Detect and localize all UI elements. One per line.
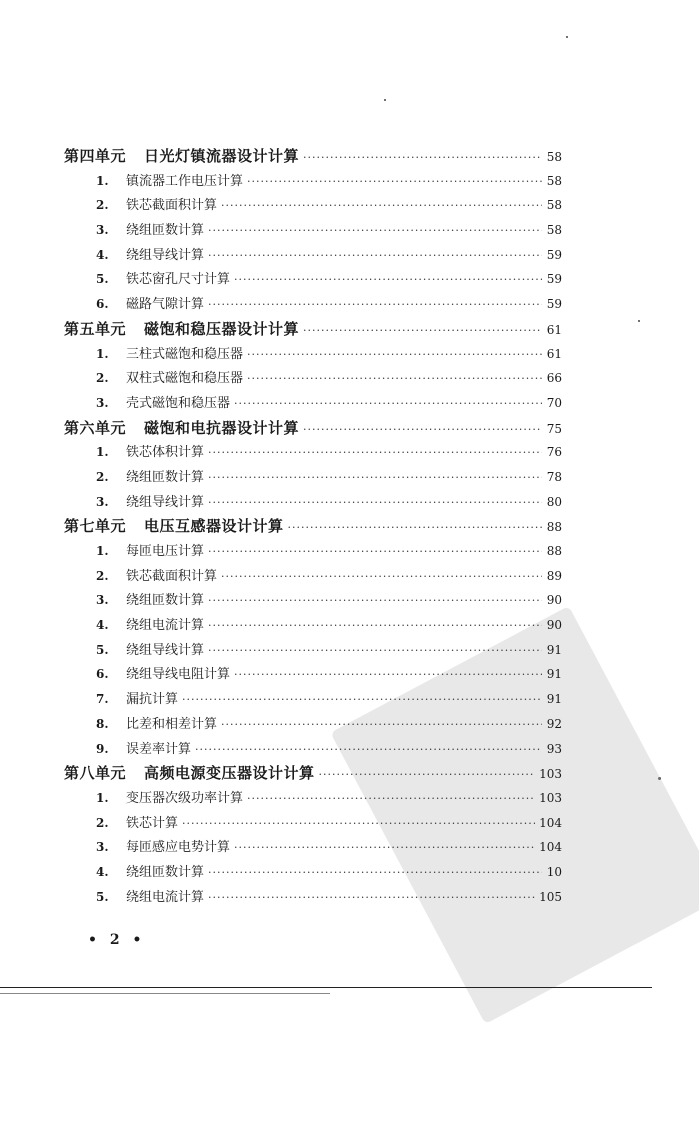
page-reference: 70 xyxy=(546,395,562,410)
page-reference: 89 xyxy=(546,568,562,583)
page-reference: 88 xyxy=(546,520,562,535)
dot-leader xyxy=(208,293,542,318)
dot-leader xyxy=(208,466,542,491)
item-number: 5. xyxy=(96,272,109,287)
item-title: 绕组导线电阻计算 xyxy=(126,667,231,683)
toc-item-row xyxy=(64,292,562,317)
unit-title: 磁饱和电抗器设计计算 xyxy=(144,418,300,437)
dot-leader xyxy=(234,268,542,293)
toc-item-row xyxy=(64,835,562,860)
dot-leader xyxy=(247,170,542,195)
page-reference: 61 xyxy=(546,322,562,337)
page-reference: 75 xyxy=(546,421,562,436)
dot-leader xyxy=(303,418,542,443)
item-number: 3. xyxy=(96,395,109,410)
item-title: 绕组导线计算 xyxy=(126,642,205,658)
dot-leader xyxy=(288,516,542,541)
dot-leader xyxy=(208,441,542,466)
page-reference: 104 xyxy=(539,840,562,855)
item-title: 误差率计算 xyxy=(126,741,192,757)
dot-leader xyxy=(234,392,542,417)
page-reference: 92 xyxy=(546,716,562,731)
page-number: • 2 • xyxy=(88,932,146,948)
dot-leader xyxy=(208,886,535,911)
item-number: 2. xyxy=(96,568,109,583)
item-title: 铁芯截面积计算 xyxy=(126,198,218,214)
dot-leader xyxy=(247,787,535,812)
page-reference: 76 xyxy=(546,445,562,460)
item-number: 6. xyxy=(96,297,109,312)
toc-unit-row xyxy=(64,761,562,786)
toc-item-row xyxy=(64,885,562,910)
toc-item-row xyxy=(64,786,562,811)
toc-item-row xyxy=(64,860,562,885)
page-reference: 93 xyxy=(546,741,562,756)
unit-title: 磁饱和稳压器设计计算 xyxy=(144,319,300,338)
page-reference: 88 xyxy=(546,544,562,558)
item-number: 4. xyxy=(96,864,109,879)
dot-leader xyxy=(319,763,536,788)
unit-number: 第六单元 xyxy=(64,418,127,437)
page-reference: 66 xyxy=(546,371,562,386)
toc-item-row xyxy=(64,440,562,465)
dot-leader xyxy=(208,540,542,565)
item-title: 变压器次级功率计算 xyxy=(126,790,244,806)
page-reference: 91 xyxy=(546,692,562,707)
toc-item-row xyxy=(64,712,562,737)
item-title: 漏抗计算 xyxy=(126,692,179,708)
toc-item-row xyxy=(64,687,562,712)
dot-leader xyxy=(303,319,542,344)
toc-unit-row xyxy=(64,514,562,539)
item-number: 1. xyxy=(96,544,109,558)
page-reference: 58 xyxy=(546,198,562,213)
item-title: 双柱式磁饱和稳压器 xyxy=(126,371,244,387)
toc-item-row xyxy=(64,193,562,218)
dot-leader xyxy=(234,836,535,861)
table-of-contents xyxy=(64,144,562,909)
page-reference: 103 xyxy=(539,790,562,805)
item-number: 1. xyxy=(96,790,109,805)
item-title: 绕组导线计算 xyxy=(126,247,205,263)
toc-item-row xyxy=(64,391,562,416)
dot-leader xyxy=(303,146,542,171)
page-reference: 78 xyxy=(546,469,562,484)
page-reference: 10 xyxy=(546,864,562,879)
toc-item-row xyxy=(64,267,562,292)
unit-number: 第四单元 xyxy=(64,147,127,165)
item-number: 6. xyxy=(96,667,109,682)
toc-item-row xyxy=(64,588,562,613)
dot-leader xyxy=(208,491,542,516)
item-number: 8. xyxy=(96,716,109,731)
page-reference: 61 xyxy=(546,346,562,361)
toc-unit-row xyxy=(64,416,562,441)
item-title: 三柱式磁饱和稳压器 xyxy=(126,346,244,362)
toc-unit-row xyxy=(64,144,562,169)
item-title: 铁芯体积计算 xyxy=(126,445,205,461)
item-title: 绕组匝数计算 xyxy=(126,223,205,239)
item-number: 4. xyxy=(96,618,109,633)
unit-title: 电压互感器设计计算 xyxy=(144,517,284,536)
dot-leader xyxy=(221,713,542,738)
bottom-rule xyxy=(0,987,652,988)
dot-leader xyxy=(182,812,535,837)
item-title: 每匝电压计算 xyxy=(126,544,205,559)
item-number: 9. xyxy=(96,741,109,756)
page-reference: 105 xyxy=(539,889,562,904)
item-title: 镇流器工作电压计算 xyxy=(126,173,244,189)
item-title: 绕组电流计算 xyxy=(126,618,205,634)
item-number: 2. xyxy=(96,371,109,386)
item-title: 每匝感应电势计算 xyxy=(126,840,231,856)
page-reference: 90 xyxy=(546,618,562,633)
toc-item-row xyxy=(64,662,562,687)
toc-item-row xyxy=(64,465,562,490)
dot-leader xyxy=(208,639,542,664)
page-reference: 58 xyxy=(546,150,562,164)
item-number: 4. xyxy=(96,247,109,262)
item-title: 绕组匝数计算 xyxy=(126,469,205,485)
toc-item-row xyxy=(64,169,562,194)
dot-leader xyxy=(221,565,542,590)
toc-item-row xyxy=(64,737,562,762)
page-reference: 90 xyxy=(546,593,562,608)
item-number: 2. xyxy=(96,469,109,484)
unit-title: 日光灯镇流器设计计算 xyxy=(144,147,300,165)
dot-leader xyxy=(208,219,542,244)
item-title: 绕组匝数计算 xyxy=(126,864,205,880)
toc-item-row xyxy=(64,564,562,589)
item-title: 绕组导线计算 xyxy=(126,494,205,510)
item-number: 3. xyxy=(96,593,109,608)
toc-item-row xyxy=(64,218,562,243)
item-title: 绕组匝数计算 xyxy=(126,593,205,609)
toc-unit-row xyxy=(64,317,562,342)
dot-leader xyxy=(195,738,542,763)
page-reference: 58 xyxy=(546,223,562,238)
item-number: 1. xyxy=(96,346,109,361)
page-reference: 58 xyxy=(546,173,562,188)
toc-item-row xyxy=(64,366,562,391)
toc-item-row xyxy=(64,490,562,515)
dot-leader xyxy=(247,343,542,368)
page-reference: 103 xyxy=(539,767,562,782)
dot-leader xyxy=(208,861,542,886)
page-reference: 104 xyxy=(539,815,562,830)
dot-leader xyxy=(182,688,542,713)
item-title: 磁路气隙计算 xyxy=(126,297,205,313)
item-title: 铁芯计算 xyxy=(126,815,179,831)
page-reference: 59 xyxy=(546,247,562,262)
item-number: 1. xyxy=(96,173,109,188)
page-reference: 91 xyxy=(546,667,562,682)
unit-number: 第七单元 xyxy=(64,517,127,536)
dot-leader xyxy=(221,194,542,219)
item-title: 壳式磁饱和稳压器 xyxy=(126,395,231,411)
page-reference: 80 xyxy=(546,494,562,509)
page-reference: 91 xyxy=(546,642,562,657)
item-number: 2. xyxy=(96,815,109,830)
item-number: 3. xyxy=(96,840,109,855)
item-number: 7. xyxy=(96,692,109,707)
item-title: 绕组电流计算 xyxy=(126,889,205,905)
dot-leader xyxy=(234,663,542,688)
dot-leader xyxy=(208,614,542,639)
unit-number: 第五单元 xyxy=(64,319,127,338)
dot-leader xyxy=(208,589,542,614)
toc-item-row xyxy=(64,243,562,268)
item-number: 5. xyxy=(96,889,109,904)
item-title: 铁芯窗孔尺寸计算 xyxy=(126,272,231,288)
unit-number: 第八单元 xyxy=(64,764,127,783)
toc-item-row xyxy=(64,539,562,564)
item-number: 3. xyxy=(96,223,109,238)
item-number: 1. xyxy=(96,445,109,460)
item-title: 铁芯截面积计算 xyxy=(126,568,218,584)
item-title: 比差和相差计算 xyxy=(126,716,218,732)
item-number: 2. xyxy=(96,198,109,213)
item-number: 3. xyxy=(96,494,109,509)
page-reference: 59 xyxy=(546,297,562,312)
toc-item-row xyxy=(64,638,562,663)
dot-leader xyxy=(247,367,542,392)
unit-title: 高频电源变压器设计计算 xyxy=(144,764,315,783)
toc-item-row xyxy=(64,811,562,836)
toc-item-row xyxy=(64,342,562,367)
toc-item-row xyxy=(64,613,562,638)
dot-leader xyxy=(208,244,542,269)
bottom-rule-secondary xyxy=(0,993,330,994)
item-number: 5. xyxy=(96,642,109,657)
page-reference: 59 xyxy=(546,272,562,287)
